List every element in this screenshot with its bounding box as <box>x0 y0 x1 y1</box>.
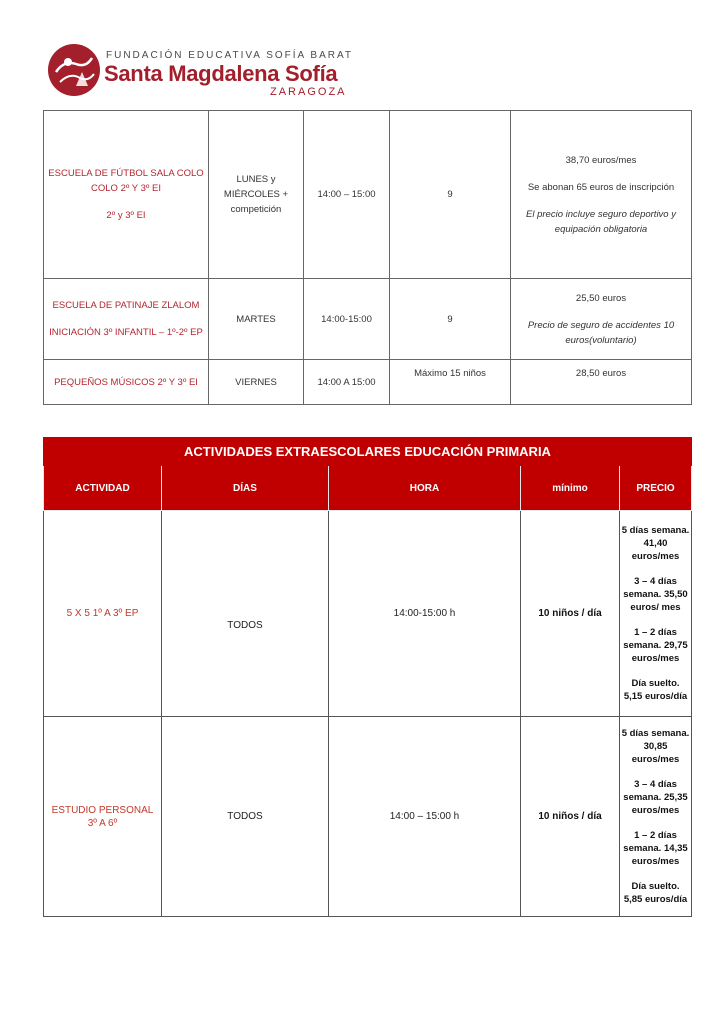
days-line: MARTES <box>236 313 276 325</box>
column-header-activity: ACTIVIDAD <box>44 466 162 511</box>
price-option: 1 – 2 días semana. 14,35 euros/mes <box>623 830 688 867</box>
days-cell <box>209 111 304 279</box>
price-line: 38,70 euros/mes <box>565 154 637 166</box>
activity-name: 5 X 5 1º A 3º EP <box>66 608 139 619</box>
price-note: Precio de seguro de accidentes 10 euros(voluntario) <box>527 319 675 346</box>
table-row <box>44 717 692 917</box>
price-cell <box>620 717 692 917</box>
primaria-activities-table <box>43 437 692 917</box>
activity-name: ESCUELA DE PATINAJE ZLALOM <box>52 300 200 311</box>
table-title: ACTIVIDADES EXTRAESCOLARES EDUCACIÓN PRIMARIA <box>44 438 692 466</box>
activity-name: ESCUELA DE FÚTBOL SALA COLO COLO 2º Y 3º EI <box>48 168 204 194</box>
days-cell <box>209 360 304 405</box>
price-line: 28,50 euros <box>575 368 627 379</box>
city-name: ZARAGOZA <box>270 86 347 98</box>
foundation-name: FUNDACIÓN EDUCATIVA SOFÍA BARAT <box>106 50 354 61</box>
globe-heart-logo-icon <box>46 42 102 98</box>
days-line: competición <box>230 204 282 215</box>
hours-cell: 14:00-15:00 <box>304 279 390 360</box>
activity-level: 3º A 6º <box>87 817 118 829</box>
activity-name: ESTUDIO PERSONAL <box>51 804 154 816</box>
activity-level: 2º y 3º EI <box>106 210 146 221</box>
foundation-logo <box>44 40 364 102</box>
price-note: El precio incluye seguro deportivo y equipación obligatoria <box>526 208 676 235</box>
activity-level: INICIACIÓN 3º INFANTIL – 1º-2º EP <box>49 327 203 338</box>
days-line: VIERNES <box>235 376 277 388</box>
column-header-minimum: mínimo <box>521 466 620 511</box>
hours-cell: 14:00 – 15:00 <box>304 111 390 279</box>
column-header-days: DÍAS <box>162 466 329 511</box>
price-cell <box>511 360 692 405</box>
price-option: Día suelto. 5,15 euros/día <box>623 678 688 702</box>
days-cell: TODOS <box>162 511 329 717</box>
days-line: LUNES y <box>236 174 276 185</box>
table-row <box>44 111 692 279</box>
price-option: 3 – 4 días semana. 25,35 euros/mes <box>623 779 688 816</box>
price-cell <box>511 279 692 360</box>
price-cell <box>511 111 692 279</box>
price-option: 5 días semana. 41,40 euros/mes <box>621 525 690 562</box>
price-line: 25,50 euros <box>575 292 627 304</box>
price-option: 3 – 4 días semana. 35,50 euros/ mes <box>623 576 688 613</box>
infantil-activities-table <box>43 110 692 405</box>
table-row <box>44 360 692 405</box>
hours-cell: 14:00-15:00 h <box>329 511 521 717</box>
minimum-cell: 9 <box>390 111 511 279</box>
price-line: Se abonan 65 euros de inscripción <box>527 181 675 193</box>
table-row <box>44 279 692 360</box>
days-cell: TODOS <box>162 717 329 917</box>
activity-cell <box>44 279 209 360</box>
activity-name: PEQUEÑOS MÚSICOS 2º Y 3º EI <box>54 376 198 388</box>
activity-cell <box>44 511 162 717</box>
minimum-cell: Máximo 15 niños <box>390 360 511 405</box>
column-header-price: PRECIO <box>620 466 692 511</box>
hours-cell: 14:00 – 15:00 h <box>329 717 521 917</box>
minimum-cell: 9 <box>390 279 511 360</box>
minimum-cell: 10 niños / día <box>521 717 620 917</box>
days-line: MIÉRCOLES + <box>223 189 289 200</box>
table-row <box>44 511 692 717</box>
minimum-cell: 10 niños / día <box>521 511 620 717</box>
price-cell <box>620 511 692 717</box>
activity-cell <box>44 360 209 405</box>
activity-cell <box>44 111 209 279</box>
days-cell <box>209 279 304 360</box>
school-name: Santa Magdalena Sofía <box>104 61 338 86</box>
price-option: 1 – 2 días semana. 29,75 euros/mes <box>623 627 688 664</box>
price-option: 5 días semana. 30,85 euros/mes <box>621 728 690 765</box>
activity-cell <box>44 717 162 917</box>
column-header-hours: HORA <box>329 466 521 511</box>
hours-cell: 14:00 A 15:00 <box>304 360 390 405</box>
header-row <box>44 466 692 511</box>
price-option: Día suelto. 5,85 euros/día <box>623 881 688 905</box>
